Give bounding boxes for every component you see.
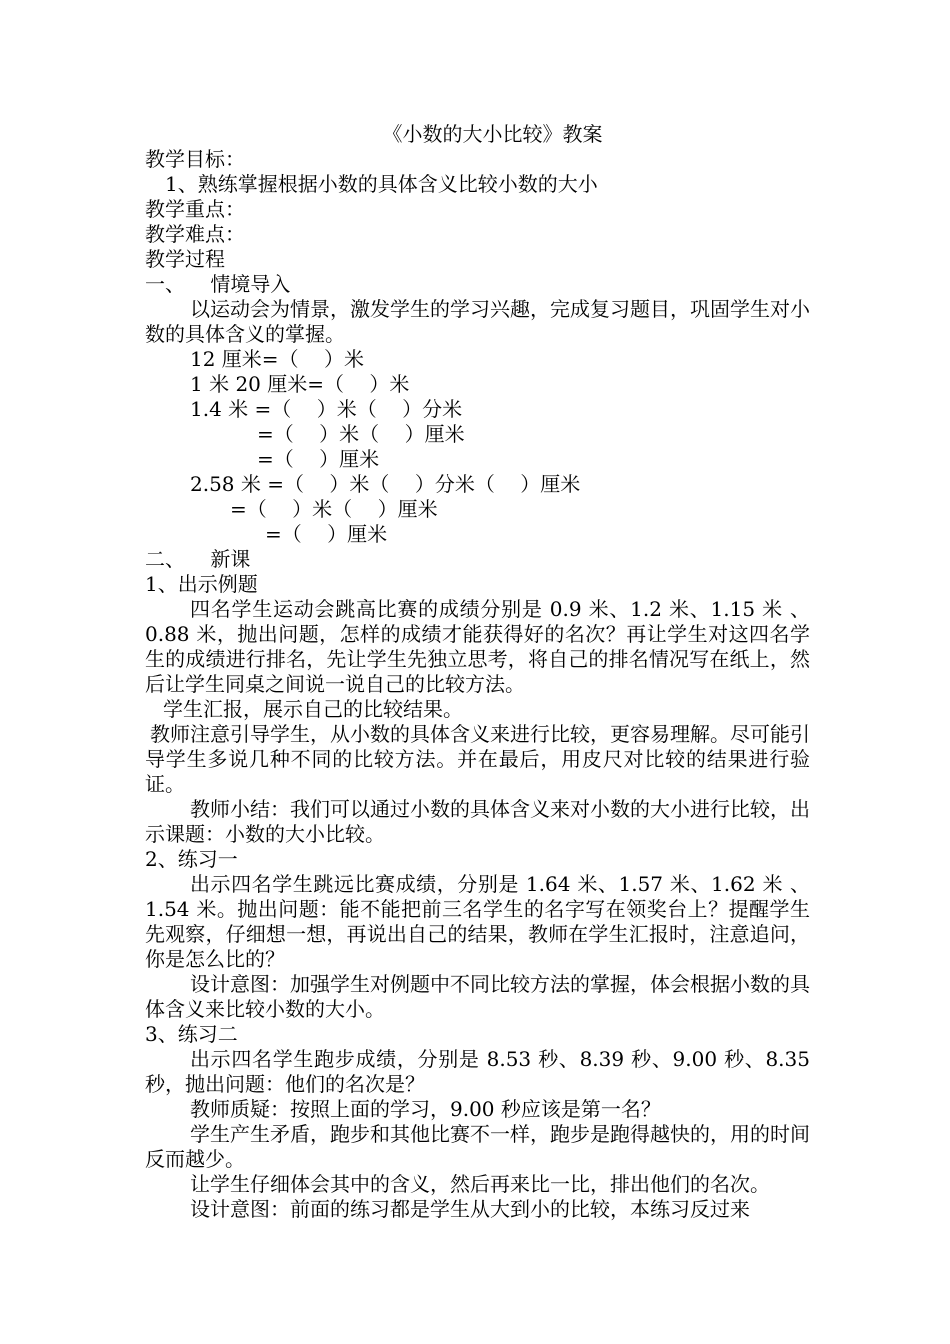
body-line-18: 学生汇报，展示自己的比较结果。	[163, 697, 463, 721]
body-line-19: 教师注意引导学生，从小数的具体含义来进行比较，更容易理解。尽可能引导学生多说几种不同的比较方法。并在最后，用皮尺对比较的结果进行验证。	[145, 722, 810, 796]
body-line-12: 2.58 米 =（ ）米（ ）分米（ ）厘米	[190, 472, 581, 496]
body-line-21: 2、练习一	[145, 847, 238, 871]
body-line-9: 1.4 米 =（ ）米（ ）分米	[190, 397, 463, 421]
body-line-28: 让学生仔细体会其中的含义，然后再来比一比，排出他们的名次。	[190, 1172, 770, 1196]
body-line-22: 出示四名学生跳远比赛成绩，分别是 1.64 米、1.57 米、1.62 米 、1.54 米。抛出问题：能不能把前三名学生的名字写在领奖台上？提醒学生先观察，仔细想一想，再说出自己的结果，教师在学生汇报时，注意追问，你是怎么比的？	[145, 872, 810, 971]
body-line-13: =（ ）米（ ）厘米	[230, 497, 438, 521]
body-line-3: 教学难点：	[145, 222, 245, 246]
body-line-15: 二、 新课	[145, 547, 251, 571]
document-title: 《小数的大小比较》教案	[382, 122, 603, 146]
body-line-16: 1、出示例题	[145, 572, 258, 596]
body-line-26: 教师质疑：按照上面的学习，9.00 秒应该是第一名？	[190, 1097, 661, 1121]
document-body	[145, 147, 810, 1222]
body-line-27: 学生产生矛盾，跑步和其他比赛不一样，跑步是跑得越快的，用的时间反而越少。	[145, 1122, 810, 1171]
body-line-2: 教学重点：	[145, 197, 245, 221]
body-line-8: 1 米 20 厘米=（ ）米	[190, 372, 410, 396]
body-line-17: 四名学生运动会跳高比赛的成绩分别是 0.9 米、1.2 米、1.15 米 、0.88 米，抛出问题，怎样的成绩才能获得好的名次？再让学生对这四名学生的成绩进行排名，先让学生先独立思考，将自己的排名情况写在纸上，然后让学生同桌之间说一说自己的比较方法。	[145, 597, 810, 696]
body-line-7: 12 厘米=（ ）米	[190, 347, 364, 371]
body-line-20: 教师小结：我们可以通过小数的具体含义来对小数的大小进行比较，出示课题：小数的大小比较。	[145, 797, 810, 846]
body-line-10: =（ ）米（ ）厘米	[257, 422, 465, 446]
body-line-29: 设计意图：前面的练习都是学生从大到小的比较，本练习反过来	[190, 1197, 750, 1221]
body-line-23: 设计意图：加强学生对例题中不同比较方法的掌握，体会根据小数的具体含义来比较小数的大小。	[145, 972, 810, 1021]
body-line-11: =（ ）厘米	[257, 447, 380, 471]
body-line-24: 3、练习二	[145, 1022, 238, 1046]
body-line-4: 教学过程	[145, 247, 225, 271]
body-line-6: 以运动会为情景，激发学生的学习兴趣，完成复习题目，巩固学生对小数的具体含义的掌握。	[145, 297, 810, 346]
body-line-1: 1、熟练掌握根据小数的具体含义比较小数的大小	[165, 172, 598, 196]
body-line-14: =（ ）厘米	[265, 522, 388, 546]
body-line-0: 教学目标：	[145, 147, 245, 171]
body-line-5: 一、 情境导入	[145, 272, 291, 296]
body-line-25: 出示四名学生跑步成绩，分别是 8.53 秒、8.39 秒、9.00 秒、8.35 秒，抛出问题：他们的名次是？	[145, 1047, 810, 1096]
document-page	[145, 122, 810, 1222]
